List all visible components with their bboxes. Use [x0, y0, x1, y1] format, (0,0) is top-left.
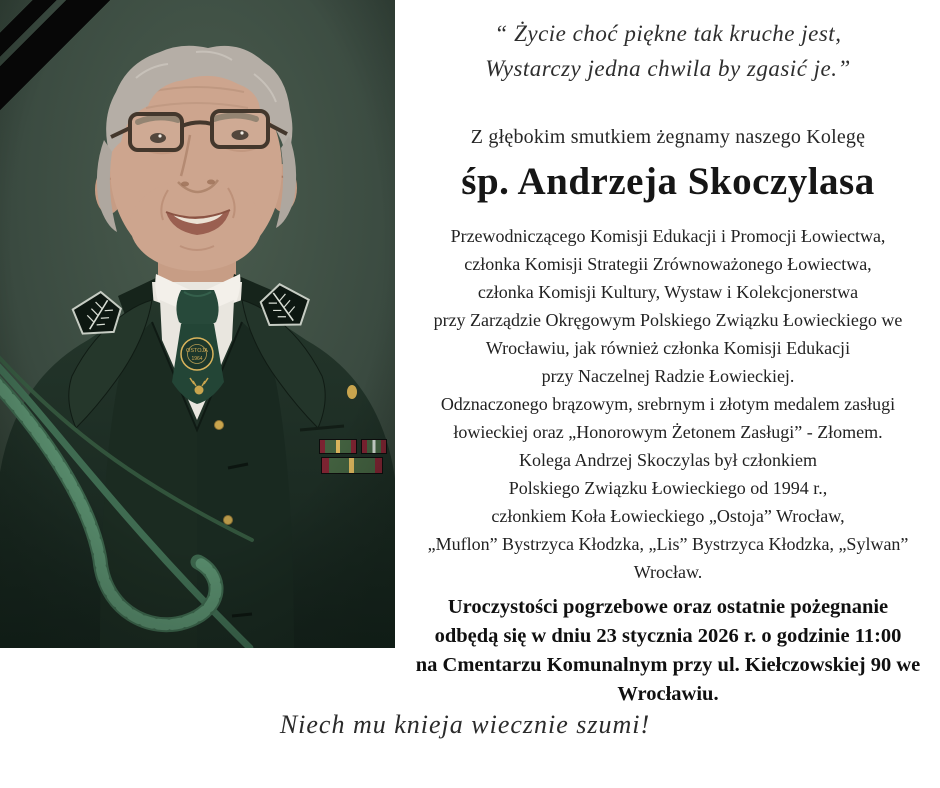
funeral-line: odbędą się w dniu 23 stycznia 2026 r. o godzinie 11:00 — [434, 625, 902, 647]
tribute-line: przy Naczelnej Radzie Łowieckiej. — [541, 366, 795, 386]
announcement-column — [398, 0, 938, 709]
quote-line-2: Wystarczy jedna chwila by zgasić je.” — [485, 56, 851, 81]
tribute-text — [398, 222, 938, 586]
tribute-line: członka Komisji Strategii Zrównoważonego Łowiectwa, — [464, 254, 872, 274]
tribute-line: „Muflon” Bystrzyca Kłodzka, „Lis” Bystrzyca Kłodzka, „Sylwan” — [427, 534, 909, 554]
funeral-line: Wrocławiu. — [617, 683, 719, 705]
portrait-illustration — [0, 0, 395, 648]
intro-line: Z głębokim smutkiem żegnamy naszego Kolegę — [470, 126, 866, 148]
funeral-line: Uroczystości pogrzebowe oraz ostatnie pożegnanie — [447, 596, 889, 618]
tribute-line: Wrocław. — [633, 562, 703, 582]
funeral-line: na Cmentarzu Komunalnym przy ul. Kiełczowskiej 90 we — [415, 654, 921, 676]
tribute-line: członkiem Koła Łowieckiego „Ostoja” Wrocław, — [491, 506, 845, 526]
quote-line-1: “ Życie choć piękne tak kruche jest, — [494, 21, 842, 46]
tribute-line: Kolega Andrzej Skoczylas był członkiem — [519, 450, 817, 470]
deceased-name: śp. Andrzeja Skoczylasa — [461, 160, 875, 203]
tribute-line: Przewodniczącego Komisji Edukacji i Promocji Łowiectwa, — [450, 226, 886, 246]
opening-quote — [398, 0, 938, 86]
tribute-line: łowieckiej oraz „Honorowym Żetonem Zasługi” - Złomem. — [453, 422, 883, 442]
funeral-details — [398, 593, 938, 709]
tribute-line: Odznaczonego brązowym, srebrnym i złotym medalem zasługi — [440, 394, 896, 414]
farewell-line: Niech mu knieja wiecznie szumi! — [279, 710, 651, 739]
photo-vignette — [0, 0, 395, 648]
tribute-line: Wrocławiu, jak również członka Komisji Edukacji — [485, 338, 851, 358]
portrait-photo — [0, 0, 395, 648]
tribute-line: członka Komisji Kultury, Wystaw i Kolekcjonerstwa — [477, 282, 859, 302]
tribute-line: Polskiego Związku Łowieckiego od 1994 r., — [508, 478, 828, 498]
tribute-line: przy Zarządzie Okręgowym Polskiego Związku Łowieckiego we — [433, 310, 903, 330]
